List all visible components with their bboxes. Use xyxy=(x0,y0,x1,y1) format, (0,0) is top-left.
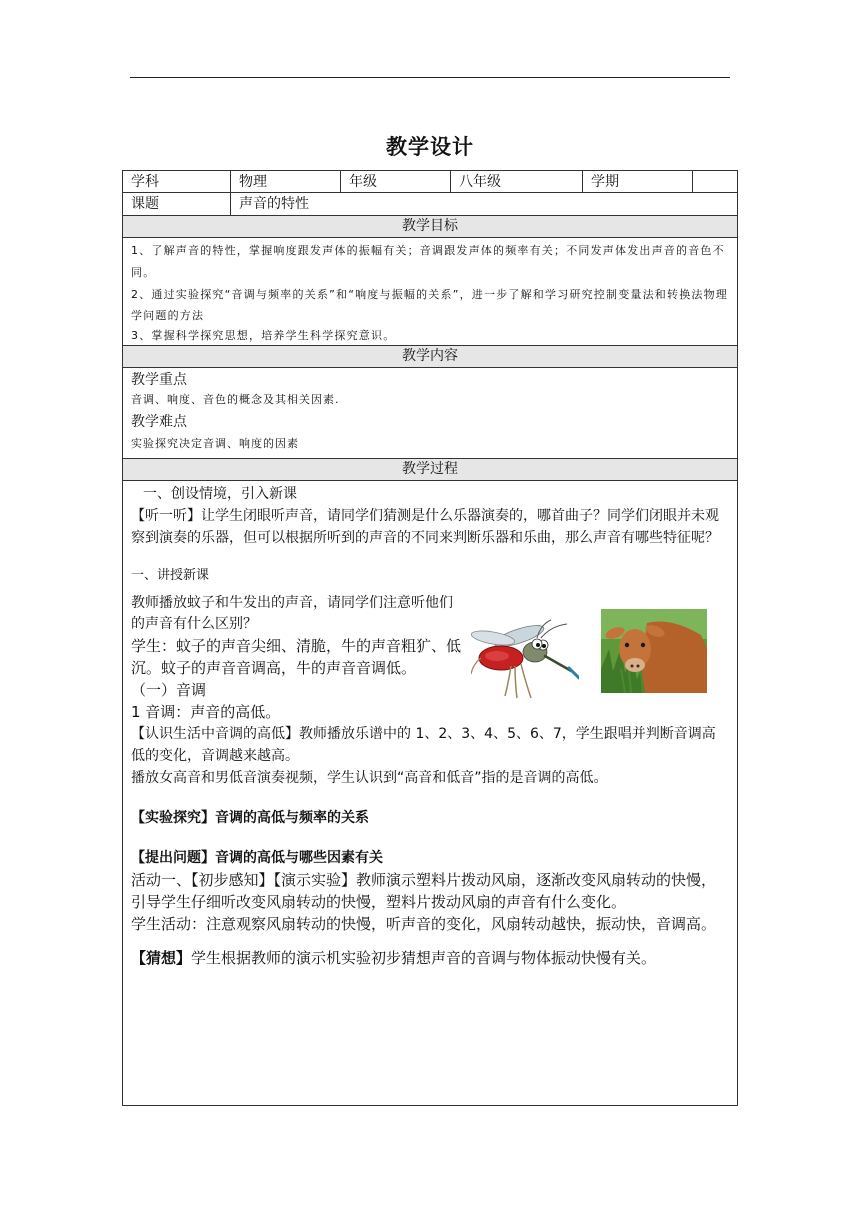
info-row-2 xyxy=(123,193,737,216)
question-heading: 【提出问题】音调的高低与哪些因素有关 xyxy=(131,850,383,866)
teacher-play-text: 教师播放蚊子和牛发出的声音，请同学们注意听他们的声音有什么区别？ xyxy=(131,595,453,632)
pitch-video-text: 播放女高音和男低音演奏视频，学生认识到“高音和低音”指的是音调的高低。 xyxy=(131,770,608,786)
pitch-heading: （一）音调 xyxy=(131,681,207,699)
pitch-life-text: 【认识生活中音调的高低】教师播放乐谱中的 1、2、3、4、5、6、7，学生跟唱并判断音调高低的变化，音调越来越高。 xyxy=(131,726,716,764)
pitch-definition: 1 音调：声音的高低。 xyxy=(131,703,281,721)
student-answer-text: 学生：蚊子的声音尖细、清脆，牛的声音粗犷、低沉。蚊子的声音音调高，牛的声音音调低。 xyxy=(131,637,462,677)
grade-value: 八年级 xyxy=(451,171,583,192)
intro-text: 【听一听】让学生闭眼听声音，请同学们猜测是什么乐器演奏的，哪首曲子？同学们闭眼并未观察到演奏的乐器，但可以根据所听到的声音的不同来判断乐器和乐曲，那么声音有哪些特征呢？ xyxy=(131,508,719,546)
mosquito-illustration xyxy=(471,618,579,700)
objective-3: 3、掌握科学探究思想，培养学生科学探究意识。 xyxy=(131,329,396,342)
process-heading: 教学过程 xyxy=(123,459,737,481)
guess-paragraph xyxy=(131,947,729,969)
grade-label: 年级 xyxy=(341,171,451,192)
guess-label: 【猜想】 xyxy=(131,949,192,967)
header-rule xyxy=(130,77,730,78)
document-title: 教学设计 xyxy=(386,135,474,159)
topic-label: 课题 xyxy=(123,193,231,215)
content-heading: 教学内容 xyxy=(123,346,737,368)
content-block xyxy=(123,368,737,459)
term-value xyxy=(693,171,737,192)
objective-2: 2、通过实验探究“音调与频率的关系”和“响度与振幅的关系”，进一步了解和学习研究控制变量法和转换法物理学问题的方法 xyxy=(131,288,728,322)
term-label: 学期 xyxy=(583,171,693,192)
key-points-label: 教学重点 xyxy=(131,372,187,388)
intro-title: 一、创设情境，引入新课 xyxy=(143,486,297,502)
objectives-heading: 教学目标 xyxy=(123,216,737,238)
subject-label: 学科 xyxy=(123,171,231,192)
info-row-1 xyxy=(123,171,737,193)
objective-1: 1、了解声音的特性，掌握响度跟发声体的振幅有关；音调跟发声体的频率有关；不同发声体发出声音的音色不同。 xyxy=(131,244,725,279)
subject-value: 物理 xyxy=(231,171,341,192)
key-points-text: 音调、响度、音色的概念及其相关因素. xyxy=(131,393,340,406)
activity-text: 活动一、【初步感知】【演示实验】教师演示塑料片拨动风扇，逐渐改变风扇转动的快慢，引导学生仔细听改变风扇转动的快慢，塑料片拨动风扇的声音有什么变化。 xyxy=(131,871,717,911)
topic-value: 声音的特性 xyxy=(239,196,309,212)
process-block xyxy=(123,481,737,1105)
objectives-block xyxy=(123,238,737,346)
lesson-plan-table xyxy=(122,170,738,1106)
guess-text: 学生根据教师的演示机实验初步猜想声音的音调与物体振动快慢有关。 xyxy=(191,949,657,967)
student-activity-text: 学生活动：注意观察风扇转动的快慢，听声音的变化，风扇转动越快，振动快，音调高。 xyxy=(131,915,717,933)
cow-photo xyxy=(601,609,707,693)
difficult-points-text: 实验探究决定音调、响度的因素 xyxy=(131,437,299,450)
difficult-points-label: 教学难点 xyxy=(131,414,187,430)
experiment-heading: 【实验探究】音调的高低与频率的关系 xyxy=(131,810,369,826)
teaching-section-title: 一、讲授新课 xyxy=(131,568,210,583)
